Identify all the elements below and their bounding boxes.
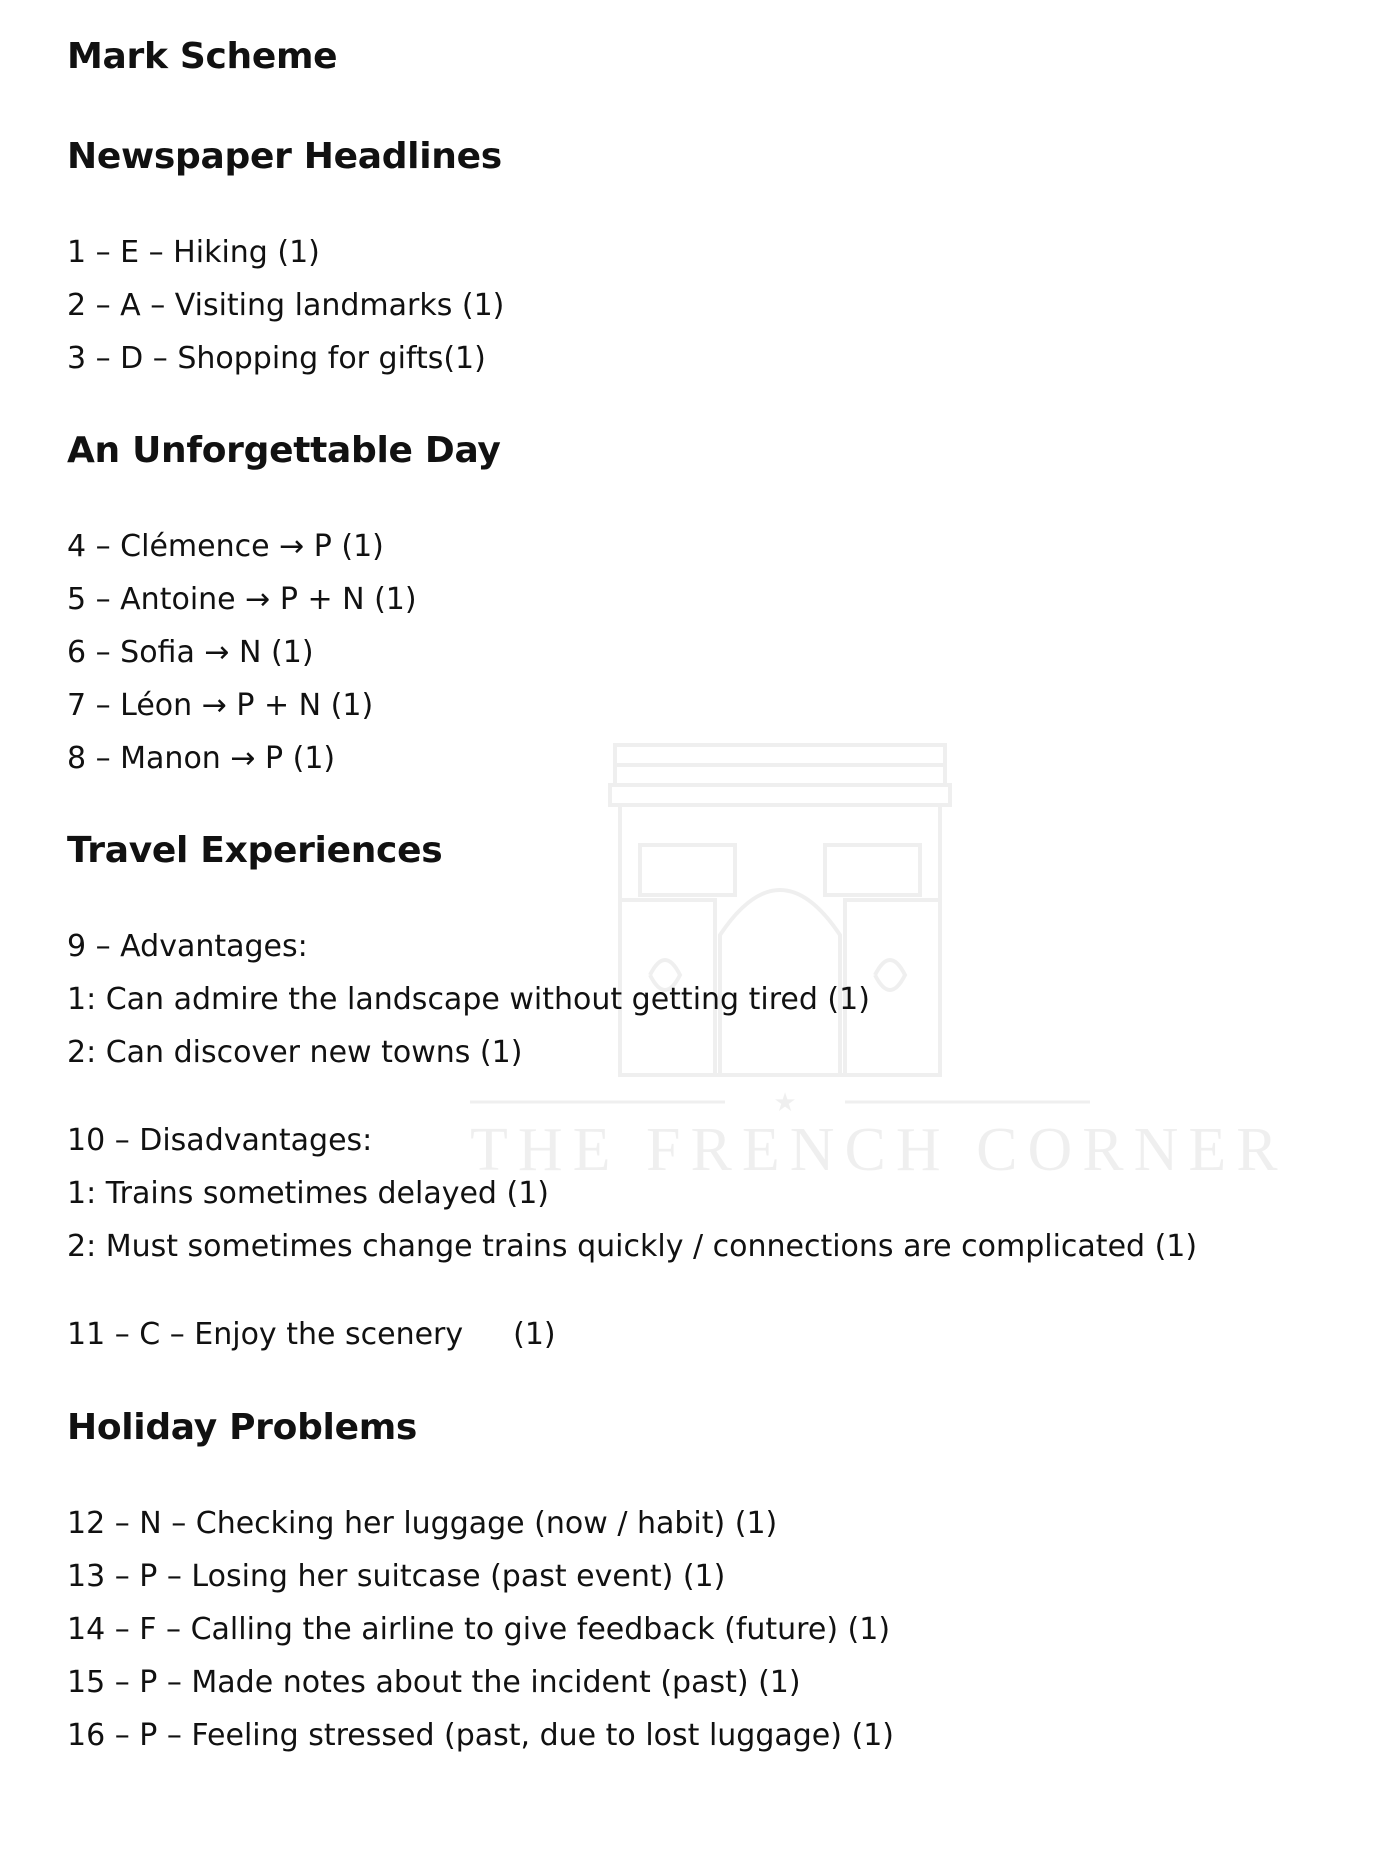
answer-line: 1: Can admire the landscape without getting tired (1) bbox=[67, 982, 870, 1017]
answer-line: 6 – Sofia → N (1) bbox=[67, 635, 314, 670]
watermark-logo bbox=[470, 735, 1288, 1205]
answer-line: 16 – P – Feeling stressed (past, due to lost luggage) (1) bbox=[67, 1718, 894, 1753]
answer-line: 8 – Manon → P (1) bbox=[67, 741, 336, 776]
answer-line: 7 – Léon → P + N (1) bbox=[67, 688, 374, 723]
answer-line: 2: Can discover new towns (1) bbox=[67, 1035, 523, 1070]
disadvantages-label: 10 – Disadvantages: bbox=[67, 1123, 373, 1158]
answer-line: 5 – Antoine → P + N (1) bbox=[67, 582, 417, 617]
answer-line: 15 – P – Made notes about the incident (past) (1) bbox=[67, 1665, 801, 1700]
answer-line-q11 bbox=[67, 1315, 556, 1355]
page-title: Mark Scheme bbox=[67, 36, 338, 77]
section-heading-newspaper-headlines: Newspaper Headlines bbox=[67, 136, 502, 177]
advantages-label: 9 – Advantages: bbox=[67, 929, 308, 964]
answer-line: 1 – E – Hiking (1) bbox=[67, 235, 320, 270]
answer-line: 12 – N – Checking her luggage (now / habit) (1) bbox=[67, 1506, 778, 1541]
arc-de-triomphe-icon bbox=[470, 735, 1210, 1115]
watermark-text: THE FRENCH CORNER bbox=[470, 1116, 1288, 1184]
q11-mark: (1) bbox=[513, 1317, 556, 1352]
answer-line: 1: Trains sometimes delayed (1) bbox=[67, 1176, 549, 1211]
answer-line: 4 – Clémence → P (1) bbox=[67, 529, 384, 564]
answer-line: 2: Must sometimes change trains quickly / connections are complicated (1) bbox=[67, 1229, 1198, 1264]
section-heading-an-unforgettable-day: An Unforgettable Day bbox=[67, 430, 501, 471]
answer-line: 2 – A – Visiting landmarks (1) bbox=[67, 288, 505, 323]
q11-answer: 11 – C – Enjoy the scenery bbox=[67, 1317, 464, 1352]
answer-line: 14 – F – Calling the airline to give feedback (future) (1) bbox=[67, 1612, 891, 1647]
section-heading-travel-experiences: Travel Experiences bbox=[67, 830, 443, 871]
answer-line: 13 – P – Losing her suitcase (past event) (1) bbox=[67, 1559, 726, 1594]
answer-line: 3 – D – Shopping for gifts(1) bbox=[67, 341, 486, 376]
section-heading-holiday-problems: Holiday Problems bbox=[67, 1407, 418, 1448]
svg-text:★: ★ bbox=[773, 1088, 797, 1115]
